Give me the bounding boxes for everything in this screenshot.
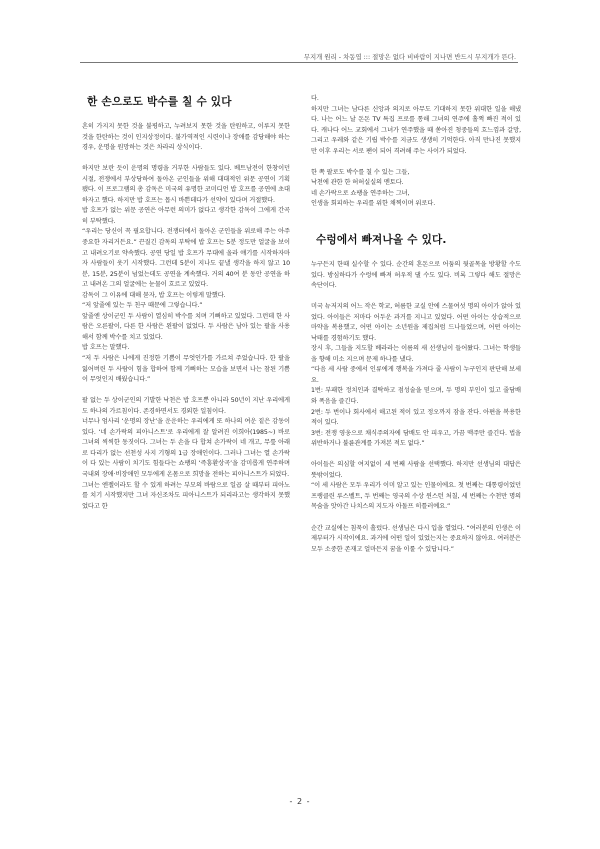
- quote: “다음 세 사람 중에서 인류에게 행복을 가져다 줄 사람이 누구인지 판단해 보세요.: [311, 366, 521, 384]
- paragraph: 너무나 엄사리 ‘운명의 장난’을 운운하는 우리에게 또 하나의 여운 짙은 감동이 있다. ‘네 손가락의 피아니스트’로 우리에게 잘 알려진 이희아(1985~) 바로 그녀의 씩씩한 동짓이다. 그녀는 두 손을 다 합쳐 손가락이 네 개고, 무릎 아래로 다리가 없는 선천성 사지 기형의 1급 장애인이다. 그러나 그녀는 열 손가락이 다 있는 사람이 치기도 힘들다는 쇼팽의 ‘즉흥환상곡’을 감미롭게 연주하며 국내외 장애·비장애인 모두에게 온몸으로 희망을 전하는 피아니스트가 되었다.: [82, 418, 290, 478]
- page-number: - 2 -: [289, 797, 311, 806]
- paragraph: 하지만 보란 듯이 운명의 명령을 거부한 사람들도 있다. 베트남전이 한창이던 시절, 전쟁에서 부상당하여 돌아온 군인들을 위해 대대적인 위문 공연이 기획됐다. 이 프로그램의 총 감독은 미국의 유명한 코미디언 밥 호프를 공연에 초대하자고 했다. 하지만 밥 호프는 몹시 바쁜데다가 선약이 있다며 거절했다.: [82, 165, 290, 204]
- paragraph: 밥 호프가 없는 위문 공연은 아무런 의미가 없다고 생각한 감독이 그에게 간곡히 부탁했다.: [82, 207, 290, 225]
- paragraph: 장시 후, 그들을 지도할 베라라는 이름의 새 선생님이 들어왔다. 그녀는 학생들을 향해 미소 지으며 문제 하나를 냈다.: [311, 345, 521, 363]
- paragraph: 밥 호프는 말했다.: [82, 344, 130, 352]
- paragraph: 흔히 가지지 못한 것을 불평하고, 누려보지 못한 것을 탄원하고, 이루지 못한 것을 한탄하는 것이 인지상정이다. 불가역적인 시련이나 장애를 감당해야 하는 경우, 운명을 원망하는 것은 차라리 상식이다.: [82, 123, 290, 152]
- paragraph: 팔 없는 두 상이군인의 기발한 낙천은 밥 호프뿐 아니라 50년이 지난 우리에게도 하나의 가르침이다. 존경하면서도 경외한 일침이다.: [82, 397, 290, 415]
- running-header: 무지개 원리 - 차동엽 ::: 절망은 없다 비바람이 지나면 반드시 무지개가 뜬다.: [303, 53, 516, 61]
- list-item: 3번: 전쟁 영웅으로 채식주의자에 담배도 안 피우고, 가끔 맥주만 즐긴다. 법을 위반하거나 불륜관계를 가져본 적도 없다.”: [311, 429, 521, 448]
- paragraph: 순간 교실에는 침묵이 흘렀다. 선생님은 다시 입을 열었다. “여러분의 인생은 이제부터가 시작이에요. 과거에 어떤 일이 있었는지는 중요하지 않아요. 여러분은 모두 소중한 존재고 얼마든지 꿈을 이룰 수 있답니다.”: [311, 524, 521, 553]
- quote: “이 세 사람은 모두 우리가 이미 알고 있는 인물이에요. 첫 번째는 대통령이었던 프랭클린 루스벨트, 두 번째는 영국의 수상 윈스턴 처칠, 세 번째는 수천만 명의 목숨을 앗아간 나치스의 지도자 아돌프 히틀러예요.”: [311, 482, 521, 511]
- quote: “저 앞줄에 있는 두 친구 때문에 그렇습니다.”: [82, 302, 203, 310]
- paragraph: 그녀는 엔젤이라도 할 수 있게 하려는 부모의 바람으로 일곱 살 때부터 피아노를 치기 시작했지만 그녀 자신조차도 피아니스트가 되리라고는 생각하지 못했었다고 한: [82, 481, 290, 510]
- paragraph: 누구든지 한때 실수할 수 있다. 순간의 혼돈으로 어둠의 뒷골목을 방황할 수도 있다. 방심하다가 수렁에 빠져 허우적 댈 수도 있다. 비록 그렇다 해도 절망은 속단이다.: [311, 260, 521, 290]
- list-item: 1번: 부패한 정치인과 결탁하고 점성술을 믿으며, 두 명의 부인이 있고 줄담배와 폭음을 즐긴다.: [311, 387, 521, 406]
- paragraph: “우리는 당신이 꼭 필요합니다. 전쟁터에서 돌아온 군인들을 위로해 주는 아주 중요한 자리거든요.” 끈질긴 감독의 부탁에 밥 호프는 5분 정도만 얼굴을 보이고 내려오기로 약속했다. 공연 당일 밥 호프가 무대에 올라 얘기를 시작하자마자 사람들이 웃기 시작했다. 그런데 5분이 지나도 끝낼 생각을 하지 않고 10분, 15분, 25분이 넘었는데도 공연을 계속했다. 거의 40여 분 동안 공연을 하고 내려온 그의 얼굴에는 눈물이 흐르고 있었다.: [82, 228, 290, 289]
- verse-line: 한 쪽 팔로도 박수를 칠 수 있는 그들,: [311, 168, 410, 176]
- paragraph: 다.: [311, 95, 319, 102]
- right-column: [311, 94, 521, 555]
- paragraph: 감독이 그 이유에 대해 묻자, 밥 호프는 이렇게 말했다.: [82, 291, 226, 299]
- quote: “저 두 사람은 나에게 진정한 기쁨이 무엇인가를 가르쳐 주었습니다. 한 팔을 잃어버린 두 사람이 힘을 합하여 함께 기뻐하는 모습을 보면서 나는 참된 기쁨이 무엇인지 배웠습니다.”: [82, 354, 290, 384]
- verse-line: 인생을 회피하는 우리를 위한 채찍이며 위로다.: [311, 200, 436, 208]
- paragraph: 하지만 그녀는 남다른 신앙과 의지로 아무도 기대하지 못한 위대한 일을 해냈다. 나는 어느 날 돈돈 TV 특집 프로를 통해 그녀의 연주에 홀쩍 빠진 적이 있다. 캐나다 어느 교회에서 그녀가 연주했을 때 쏟아진 청중들의 흐느낌과 갈망, 그리고 우레와 같은 기립 박수를 지금도 생생히 기억한다. 아직 만나진 못했지만 이후 우리는 서로 팬이 되어 격려해 주는 사이가 되었다.: [311, 105, 521, 155]
- paragraph: 미국 뉴저지의 어느 작은 학교, 허름한 교실 안에 스물여섯 명의 아이가 앉아 있었다. 아이들은 저마다 어두운 과거를 지니고 있었다. 어떤 아이는 상습적으로 마약을 복용했고, 어떤 아이는 소년원을 제집처럼 드나들었으며, 어떤 아이는 낙태를 경험하기도 했다.: [311, 303, 521, 342]
- list-item: 2번: 두 번이나 회사에서 해고된 적이 있고 정오까지 잠을 잔다. 아편을 복용한 적이 있다.: [311, 408, 521, 427]
- left-column: [82, 94, 290, 512]
- section-heading-applause: 한 손으로도 박수를 칠 수 있다: [87, 96, 232, 108]
- verse-line: 네 손가락으로 쇼팽을 연주하는 그녀,: [311, 189, 410, 197]
- verse-line: 낙천에 관한 한 허허실실의 멘토다.: [311, 179, 404, 187]
- section-heading-swamp: 수렁에서 빠져나올 수 있다.: [316, 233, 447, 246]
- paragraph: 앞줄엔 상이군인 두 사람이 열심히 박수를 치며 기뻐하고 있었다. 그런데 한 사람은 오른팔이, 다른 한 사람은 왼팔이 없었다. 두 사람은 남아 있는 팔을 사용해서 함께 박수를 치고 있었다.: [82, 312, 290, 341]
- header-rule: [80, 62, 518, 63]
- paragraph: 아이들은 의심할 여지없이 세 번째 사람을 선택했다. 하지만 선생님의 대답은 뜻밖이었다.: [311, 461, 521, 479]
